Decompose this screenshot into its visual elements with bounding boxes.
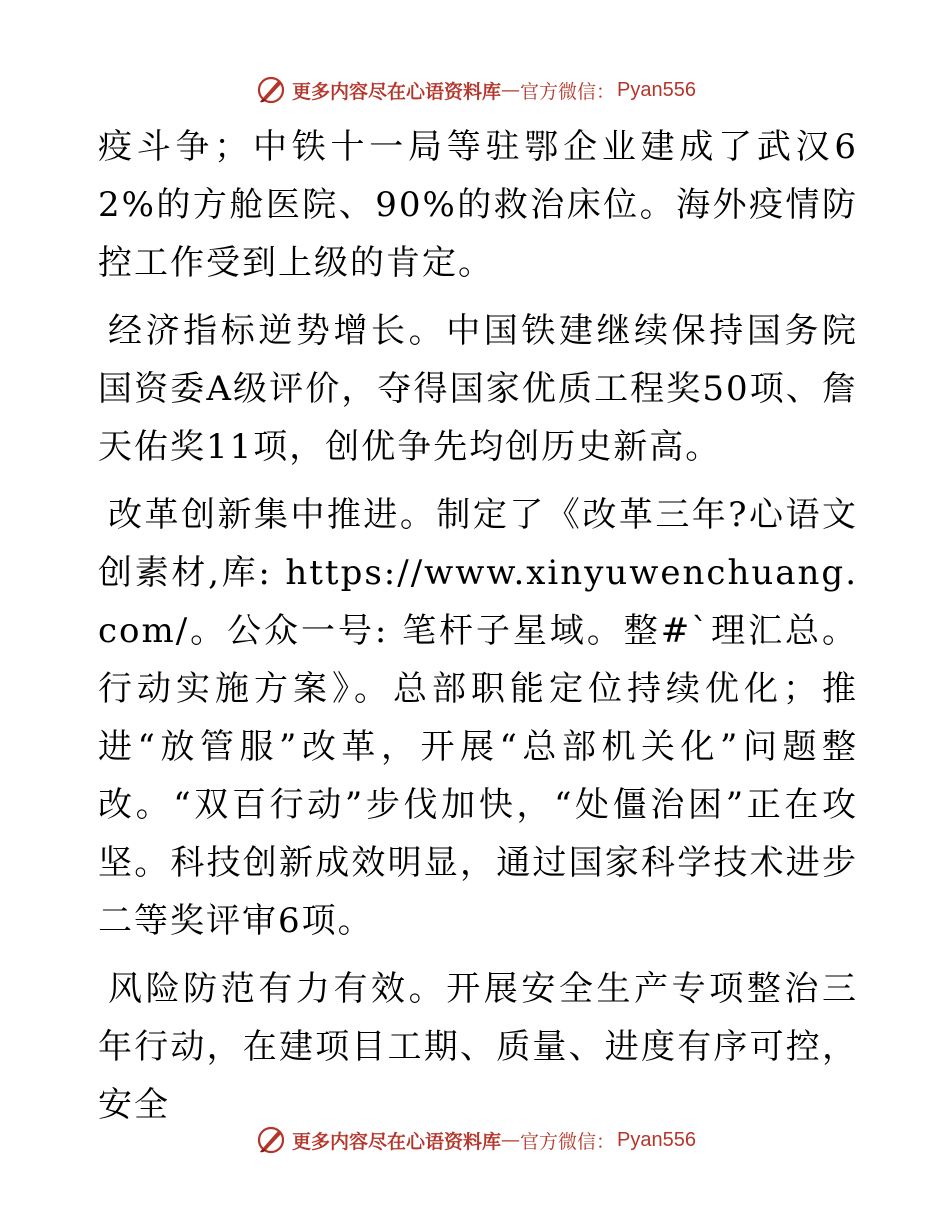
- brush-logo-icon: [254, 1123, 288, 1157]
- banner-wechat-id: Pyan556: [617, 78, 696, 101]
- banner-brand: 更多内容尽在心语资料库: [292, 1130, 502, 1153]
- banner-brand: 更多内容尽在心语资料库: [292, 80, 502, 103]
- banner-separator: —: [501, 79, 521, 101]
- banner-wechat-label: 官方微信：: [520, 1130, 616, 1153]
- paragraph: 疫斗争；中铁十一局等驻鄂企业建成了武汉62%的方舱医院、90%的救治床位。海外疫情防控工作受到上级的肯定。: [98, 127, 858, 283]
- header-banner: [0, 70, 950, 110]
- brush-logo-icon: [254, 73, 288, 107]
- banner-wechat-label: 官方微信：: [520, 80, 616, 103]
- paragraph: 改革创新集中推进。制定了《改革三年?心语文创素材,库: https://www.xinyuwenchuang.com/。公众一号: 笔杆子星域。整#`理汇总。行动实施方案》。总部职能定位持续优化；推进“放管服”改革，开展“总部机关化”问题整改。“双百行动”步伐加快，“处僵治困”正在攻坚。科技创新成效明显，通过国家科学技术进步二等奖评审6项。: [98, 495, 858, 941]
- paragraph: 经济指标逆势增长。中国铁建继续保持国务院国资委A级评价，夺得国家优质工程奖50项、詹天佑奖11项，创优争先均创历史新高。: [98, 311, 858, 467]
- paragraph: 风险防范有力有效。开展安全生产专项整治三年行动，在建项目工期、质量、进度有序可控，安全: [98, 969, 858, 1125]
- footer-banner: [0, 1120, 950, 1160]
- banner-separator: —: [501, 1129, 521, 1151]
- document-body: [98, 118, 858, 1144]
- banner-wechat-id: Pyan556: [617, 1128, 696, 1151]
